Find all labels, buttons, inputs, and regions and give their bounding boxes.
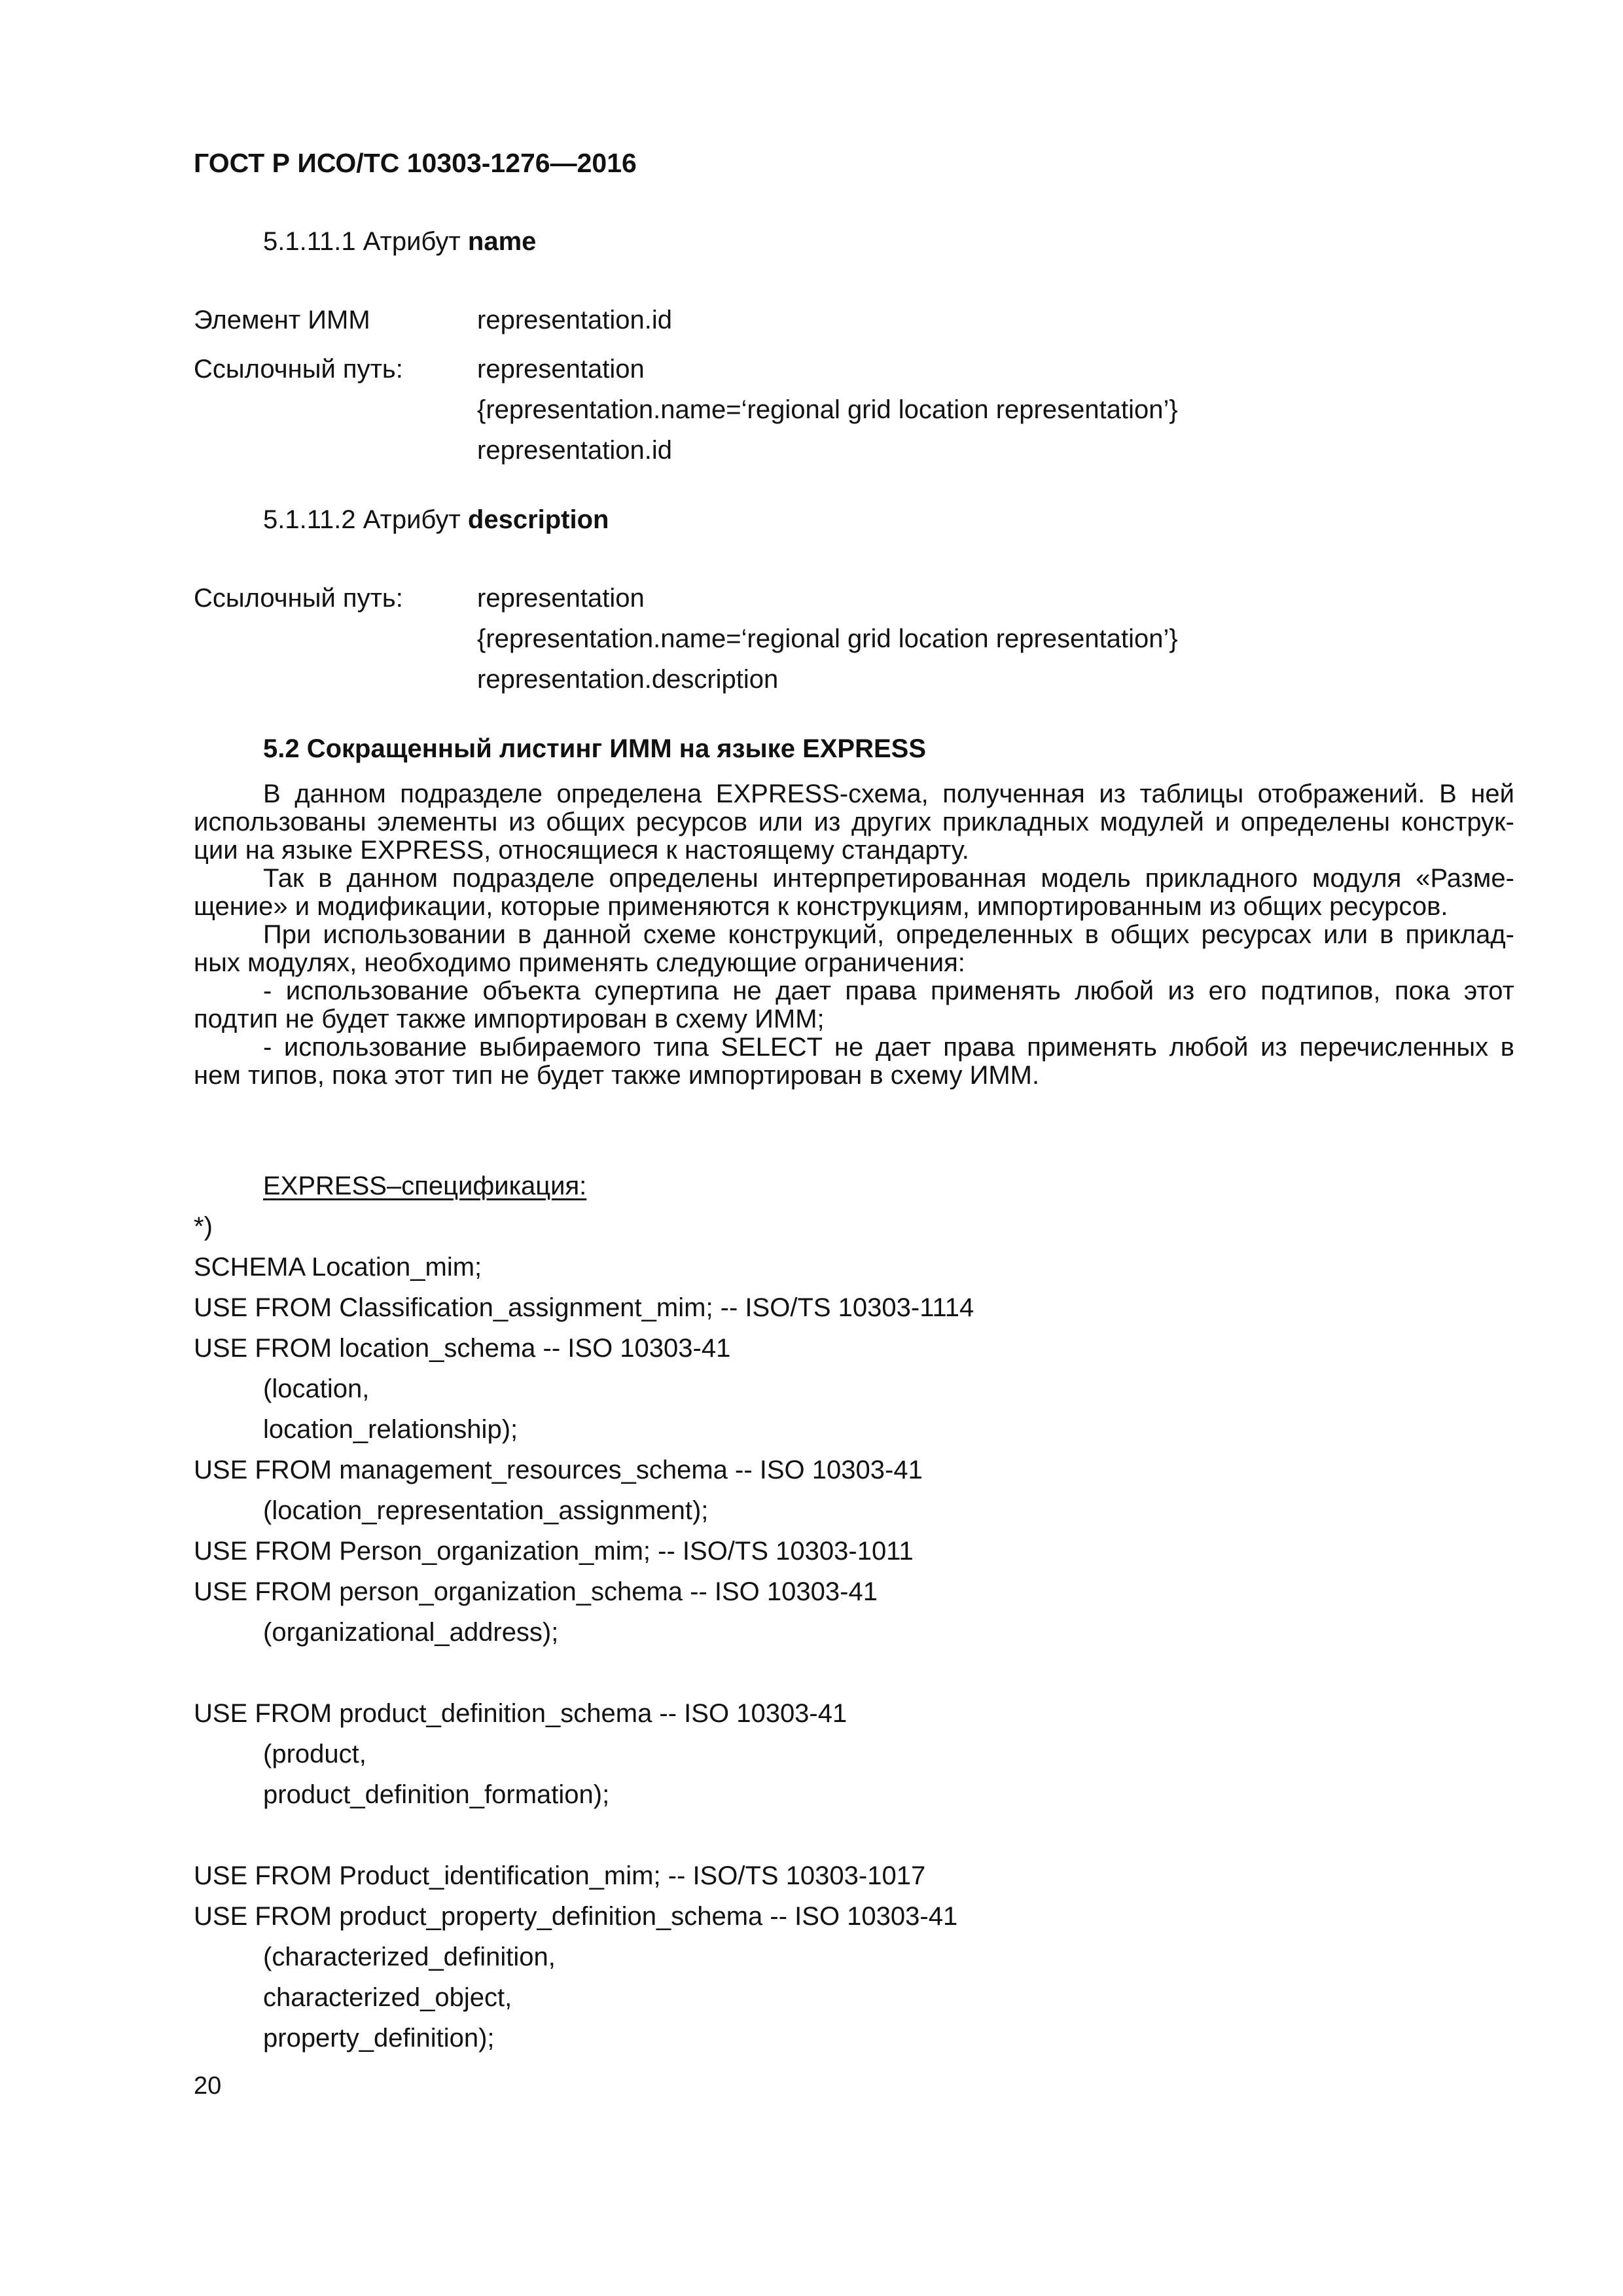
document-header-id: ГОСТ Р ИСО/ТС 10303-1276—2016 xyxy=(194,148,637,178)
code-line: USE FROM Product_identification_mim; -- ISO/TS 10303-1017 xyxy=(194,1861,926,1890)
element-imm-value: representation.id xyxy=(477,306,672,334)
reference-path-line: representation.id xyxy=(477,436,672,465)
paragraph-line: подтип не будет также импортирован в схему ИММ; xyxy=(194,1005,825,1033)
paragraph-line: ных модулях, необходимо применять следующие ограничения: xyxy=(194,948,965,977)
paragraph-line: Так в данном подразделе определены интерпретированная модель прикладного модуля «Разме- xyxy=(263,864,1514,893)
heading-attribute-name: name xyxy=(467,227,537,256)
code-line: (location_representation_assignment); xyxy=(263,1496,709,1525)
attribute-name-heading xyxy=(263,226,536,257)
paragraph-line: - использование объекта супертипа не дает права применять любой из его подтипов, пока этот xyxy=(263,977,1514,1005)
code-line: USE FROM Classification_assignment_mim; -- ISO/TS 10303-1114 xyxy=(194,1293,974,1322)
paragraph-line: ции на языке EXPRESS, относящиеся к настоящему стандарту. xyxy=(194,836,969,865)
code-line: USE FROM product_definition_schema -- ISO 10303-41 xyxy=(194,1699,847,1728)
body-paragraphs xyxy=(194,780,1514,1090)
code-line: USE FROM management_resources_schema -- ISO 10303-41 xyxy=(194,1456,923,1484)
code-line: USE FROM person_organization_schema -- ISO 10303-41 xyxy=(194,1577,878,1606)
paragraph-line: В данном подразделе определена EXPRESS-схема, полученная из таблицы отображений. В ней xyxy=(263,780,1514,808)
reference-path-line: {representation.name=‘regional grid location representation’} xyxy=(477,395,1178,424)
attribute-description-heading xyxy=(263,504,609,535)
code-line: (product, xyxy=(263,1740,366,1768)
code-line: (location, xyxy=(263,1374,370,1403)
code-line: USE FROM location_schema -- ISO 10303-41 xyxy=(194,1334,731,1363)
code-line: (characterized_definition, xyxy=(263,1943,556,1971)
code-line: property_definition); xyxy=(263,2024,495,2053)
code-line: USE FROM Person_organization_mim; -- ISO/TS 10303-1011 xyxy=(194,1537,914,1566)
reference-path-line: representation xyxy=(477,355,645,384)
code-line: product_definition_formation); xyxy=(263,1780,610,1809)
reference-path-label: Ссылочный путь: xyxy=(194,584,403,613)
paragraph-line: щение» и модификации, которые применяются к конструкциям, импортированным из общих ресурсов. xyxy=(194,892,1448,921)
heading-prefix: 5.1.11.1 Атрибут xyxy=(263,227,468,256)
heading-prefix: 5.1.11.2 Атрибут xyxy=(263,505,468,534)
code-line: *) xyxy=(194,1212,213,1241)
code-line: SCHEMA Location_mim; xyxy=(194,1253,482,1282)
page-number: 20 xyxy=(194,2072,222,2100)
code-line: location_relationship); xyxy=(263,1415,518,1444)
paragraph-line: нем типов, пока этот тип не будет также импортирован в схему ИММ. xyxy=(194,1061,1040,1090)
reference-path-line: representation xyxy=(477,584,645,613)
heading-attribute-name: description xyxy=(467,505,609,534)
paragraph-line: - использование выбираемого типа SELECT не дает права применять любой из перечисленных в xyxy=(263,1033,1514,1062)
paragraph-line: При использовании в данной схеме конструкций, определенных в общих ресурсах или в приклад- xyxy=(263,920,1514,949)
code-line: USE FROM product_property_definition_schema -- ISO 10303-41 xyxy=(194,1902,958,1931)
reference-path-label: Ссылочный путь: xyxy=(194,355,403,384)
reference-path-line: representation.description xyxy=(477,665,779,694)
code-line: characterized_object, xyxy=(263,1983,512,2012)
element-imm-label: Элемент ИММ xyxy=(194,306,370,334)
reference-path-line: {representation.name=‘regional grid location representation’} xyxy=(477,624,1178,653)
paragraph-line: использованы элементы из общих ресурсов или из других прикладных модулей и определены конструк- xyxy=(194,808,1514,836)
section-heading: 5.2 Сокращенный листинг ИММ на языке EXPRESS xyxy=(263,734,927,763)
express-spec-label: EXPRESS–спецификация: xyxy=(263,1172,587,1200)
code-line: (organizational_address); xyxy=(263,1618,559,1647)
